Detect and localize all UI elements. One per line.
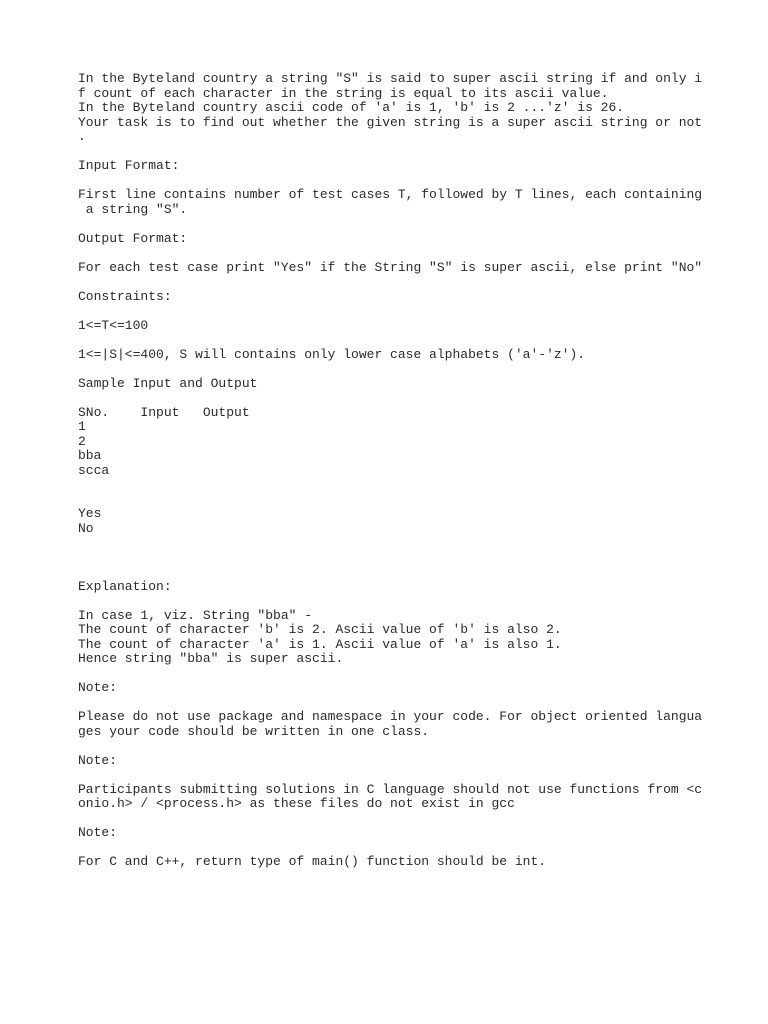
sample-input-line: 1 [78, 419, 86, 434]
constraint-s: 1<=|S|<=400, S will contains only lower case alphabets ('a'-'z'). [78, 346, 586, 362]
note-line: onio.h> / <process.h> as these files do not exist in gcc [78, 796, 515, 811]
sample-input-line: scca [78, 462, 110, 478]
input-format-heading: Input Format: [78, 158, 180, 173]
note-line: Please do not use package and namespace in your code. For object oriented langua [78, 709, 703, 724]
intro-line: In the Byteland country a string "S" is said to super ascii string if and only i [78, 71, 703, 86]
input-format-line: a string "S". [78, 201, 188, 217]
explanation-heading: Explanation: [78, 578, 172, 594]
intro-line: In the Byteland country ascii code of 'a' is 1, 'b' is 2 ...'z' is 26. [78, 100, 625, 115]
constraints-heading: Constraints: [78, 288, 172, 304]
sample-output-line: Yes [78, 506, 102, 521]
sample-heading: Sample Input and Output [78, 375, 258, 391]
input-format-line: First line contains number of test cases T, followed by T lines, each containing [78, 187, 703, 202]
intro-line: Your task is to find out whether the given string is a super ascii string or not [78, 114, 703, 130]
note-line: ges your code should be written in one class. [78, 723, 430, 739]
constraint-t: 1<=T<=100 [78, 317, 149, 333]
sample-input-line: 2 [78, 433, 86, 449]
explanation-line: Hence string "bba" is super ascii. [78, 651, 344, 666]
note-line: Participants submitting solutions in C language should not use functions from <c [78, 781, 703, 797]
note-line: For C and C++, return type of main() function should be int. [78, 854, 547, 869]
sample-output-line: No [78, 520, 94, 536]
explanation-line: In case 1, viz. String "bba" - [78, 607, 313, 623]
sample-input-line: bba [78, 448, 102, 463]
sample-columns: SNo. Input Output [78, 404, 250, 420]
intro-line: f count of each character in the string is equal to its ascii value. [78, 85, 609, 101]
explanation-line: The count of character 'b' is 2. Ascii value of 'b' is also 2. [78, 622, 562, 637]
problem-statement-page [78, 72, 708, 870]
note-heading: Note: [78, 825, 118, 840]
note-heading: Note: [78, 752, 118, 768]
intro-line: . [78, 129, 86, 144]
output-format-line: For each test case print "Yes" if the String "S" is super ascii, else print "No" [78, 259, 703, 275]
intro-paragraph [78, 72, 708, 145]
output-format-heading: Output Format: [78, 230, 188, 246]
explanation-line: The count of character 'a' is 1. Ascii value of 'a' is also 1. [78, 636, 562, 652]
note-heading: Note: [78, 680, 118, 695]
